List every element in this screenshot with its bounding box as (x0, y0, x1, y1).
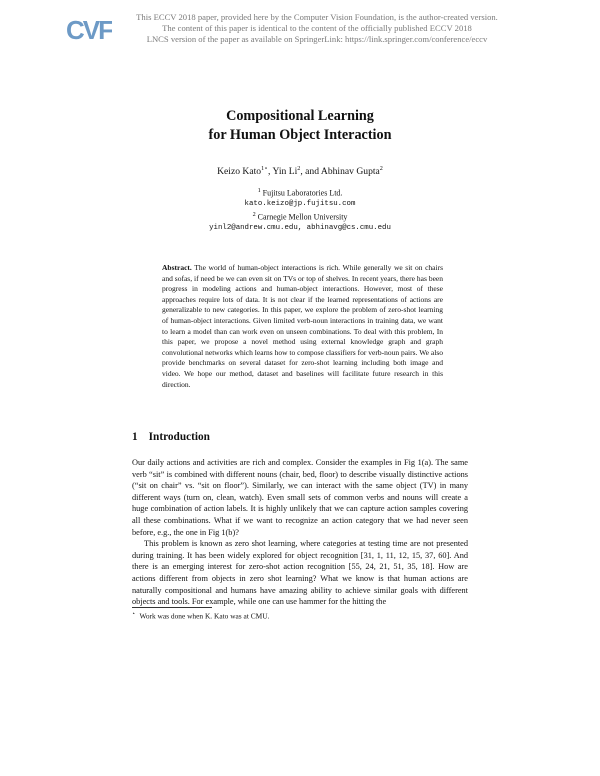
abstract-text: The world of human-object interactions is rich. While generally we sit on chairs and sofas, if need be we can even sit on TVs or top of shelves. In recent years, there has been progress in modeling actions and human-object interactions. However, most of these approaches require lots of data. It is not clear if the learned representations of actions are generalizable to new categories. In this paper, we explore the problem of zero-shot learning of human-object interactions. Given limited verb-noun interactions in training data, we want to learn a model than can work even on unseen combinations. To deal with this problem, In this paper, we propose a novel method using external knowledge graph and graph convolutional networks which learns how to compose classifiers for verb-noun pairs. We also provide benchmarks on several dataset for zero-shot learning including both image and video. We hope our method, dataset and baselines will facilitate future research in this direction. (162, 263, 443, 389)
footnote-rule (132, 607, 212, 608)
affiliation-name: Fujitsu Laboratories Ltd. (262, 188, 343, 198)
title-line-1: Compositional Learning (226, 108, 374, 124)
paragraph: Our daily actions and activities are rich and complex. Consider the examples in Fig 1(a). The same verb “sit” is combined with different nouns (chair, bed, floor) to describe visually distinctive actions (“sit on chair” vs. “sit on floor”). Similarly, we can interact with the same object (TV) in many different ways (turn on, clean, watch). Even small sets of common verbs and nouns will create a huge combination of action labels. It is highly unlikely that we can capture action samples covering all these combinations. What if we want to recognize an action category that we had never seen before, e.g., the one in Fig 1(b)? (132, 458, 468, 537)
author-mark: 2 (379, 165, 383, 172)
paper-title (0, 107, 600, 144)
cvf-logo-text: CVF (66, 15, 112, 44)
footnote-mark: ⋆ (132, 611, 136, 617)
affiliation-email: kato.keizo@jp.fujitsu.com (244, 200, 356, 209)
affiliation-1 (0, 186, 600, 199)
section-number: 1 (132, 431, 138, 443)
abstract (162, 263, 443, 390)
affiliation-email: yinl2@andrew.cmu.edu, abhinavg@cs.cmu.edu (209, 223, 391, 232)
author-mark: 1⋆ (261, 165, 269, 172)
banner-line-1: This ECCV 2018 paper, provided here by the Computer Vision Foundation, is the author-created version. (136, 12, 498, 22)
affiliation-mark: 2 (252, 210, 256, 218)
affiliations (0, 186, 600, 233)
author-name: Abhinav Gupta (320, 166, 380, 178)
author-name: Yin Li (272, 166, 298, 178)
author-mark: 2 (297, 165, 301, 172)
author-list (0, 165, 600, 177)
banner-line-2: The content of this paper is identical to the content of the officially published ECCV 2018 (162, 23, 472, 33)
affiliation-2 (0, 210, 600, 223)
footnote-text: Work was done when K. Kato was at CMU. (139, 611, 270, 621)
affiliation-name: Carnegie Mellon University (257, 212, 348, 222)
title-line-2: for Human Object Interaction (208, 126, 392, 143)
affiliation-mark: 1 (257, 187, 261, 194)
footnote (132, 611, 269, 620)
paragraph: This problem is known as zero shot learning, where categories at testing time are not presented during training. It has been widely explored for object recognition [31, 1, 11, 12, 15, 37, 60]. And there is an emerging interest for zero-shot action recognition [55, 24, 21, 51, 35, 18]. How are actions different from objects in zero shot learning? What we know is that human actions are naturally compositional and humans have amazing ability to achieve similar goals with different objects and tools. For example, while one can use hammer for the hitting the (132, 539, 468, 607)
section-title: Introduction (148, 431, 210, 443)
author-separator: , (268, 166, 273, 178)
banner-line-3: LNCS version of the paper as available on SpringerLink: https://link.springer.com/conference/eccv (146, 34, 488, 44)
section-heading (132, 431, 210, 443)
body-text (132, 457, 468, 608)
abstract-label: Abstract. (162, 263, 192, 272)
author-separator: , and (300, 166, 321, 178)
ccv-banner (112, 12, 522, 45)
author-name: Keizo Kato (217, 166, 262, 178)
cvf-logo (66, 14, 112, 44)
